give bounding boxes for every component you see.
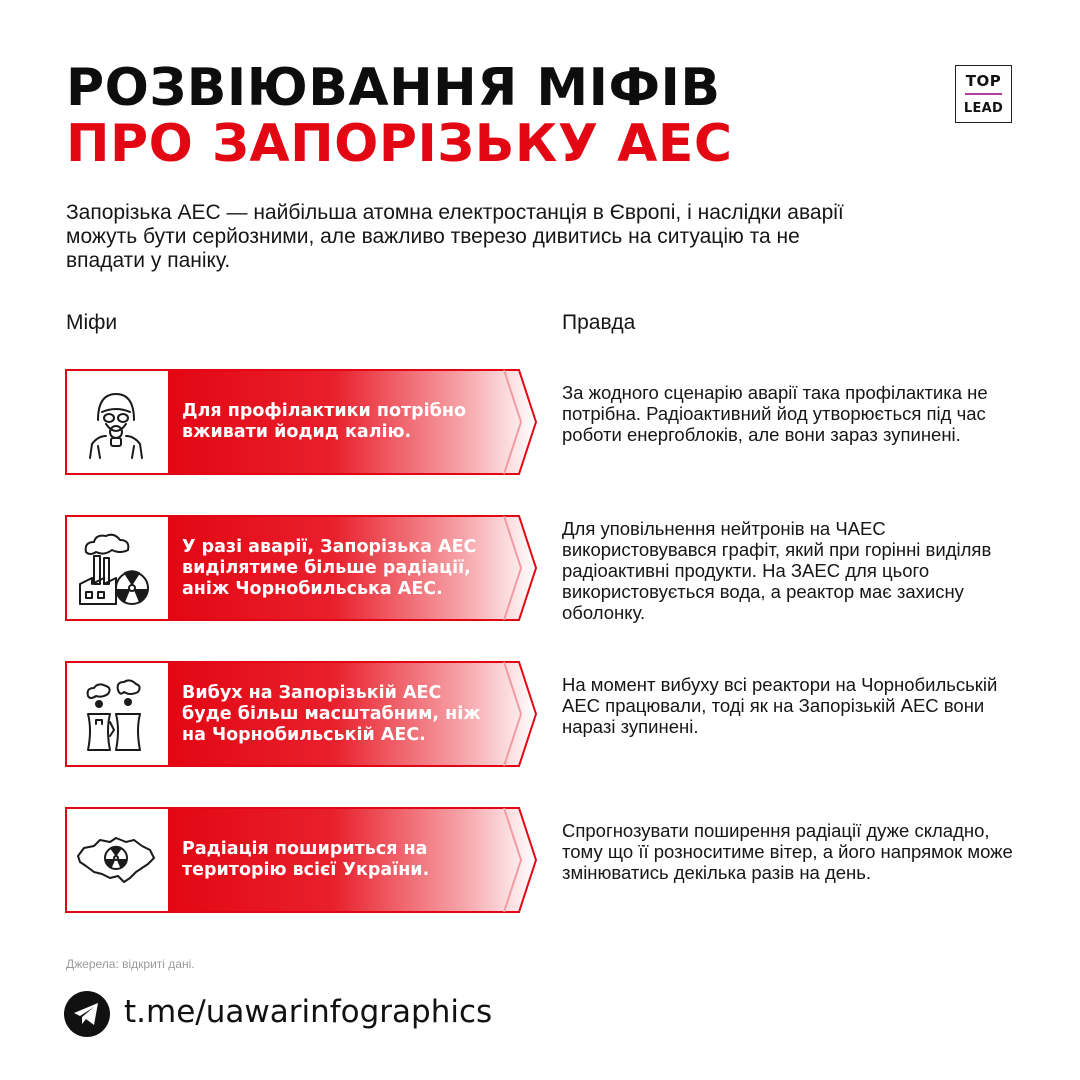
truth-text-2: Для уповільнення нейтронів на ЧАЕС використовувався графіт, який при горінні виділяв радіоактивні продукти. На ЗАЕС для цього використовується вода, а реактор має захисну оболонку. xyxy=(562,518,992,623)
logo-divider xyxy=(965,93,1002,95)
myth-text-4: Радіація пошириться на територію всієї України. xyxy=(182,839,430,880)
gas-mask-person-icon xyxy=(76,382,156,462)
intro-paragraph: Запорізька АЕС — найбільша атомна електростанція в Європі, і наслідки аварії можуть бути серйозними, але важливо тверезо дивитись на ситуацію та не впадати у паніку. xyxy=(66,201,844,272)
myth-text-1: Для профілактики потрібно вживати йодид калію. xyxy=(182,401,466,442)
page-title-line-2: ПРО ЗАПОРІЗЬКУ АЕС xyxy=(66,114,733,174)
myth-row-4 xyxy=(64,806,544,914)
logo-top-text: TOP xyxy=(965,72,1002,90)
myths-column-header: Міфи xyxy=(66,311,118,334)
truth-text-4: Спрогнозувати поширення радіації дуже складно, тому що її розноситиме вітер, а його напрямок може змінюватись декілька разів на день. xyxy=(562,820,1013,883)
telegram-link[interactable]: t.me/uawarinfographics xyxy=(124,994,493,1030)
cooling-towers-radiation-icon xyxy=(76,674,156,754)
nuclear-plant-icon xyxy=(76,528,156,608)
ukraine-map-radiation-icon xyxy=(76,820,156,900)
telegram-icon[interactable] xyxy=(64,991,110,1037)
logo-bottom-text: LEAD xyxy=(963,100,1004,116)
myth-row-1 xyxy=(64,368,544,476)
myth-row-2 xyxy=(64,514,544,622)
sources-note: Джерела: відкриті дані. xyxy=(66,957,195,971)
myth-text-3: Вибух на Запорізькій АЕС буде більш масштабним, ніж на Чорнобильській АЕС. xyxy=(182,682,481,745)
truth-column-header: Правда xyxy=(562,311,636,334)
truth-text-1: За жодного сценарію аварії така профілактика не потрібна. Радіоактивний йод утворюється під час роботи енергоблоків, але вони зараз зупинені. xyxy=(562,382,988,445)
page-title-line-1: РОЗВІЮВАННЯ МІФІВ xyxy=(66,58,721,118)
truth-text-3: На момент вибуху всі реактори на Чорнобильській АЕС працювали, тоді як на Запорізькій АЕС вони наразі зупинені. xyxy=(562,674,998,737)
top-lead-logo xyxy=(955,65,1012,123)
myth-text-2: У разі аварії, Запорізька АЕС виділятиме більше радіації, аніж Чорнобильська АЕС. xyxy=(182,536,477,599)
myth-row-3 xyxy=(64,660,544,768)
